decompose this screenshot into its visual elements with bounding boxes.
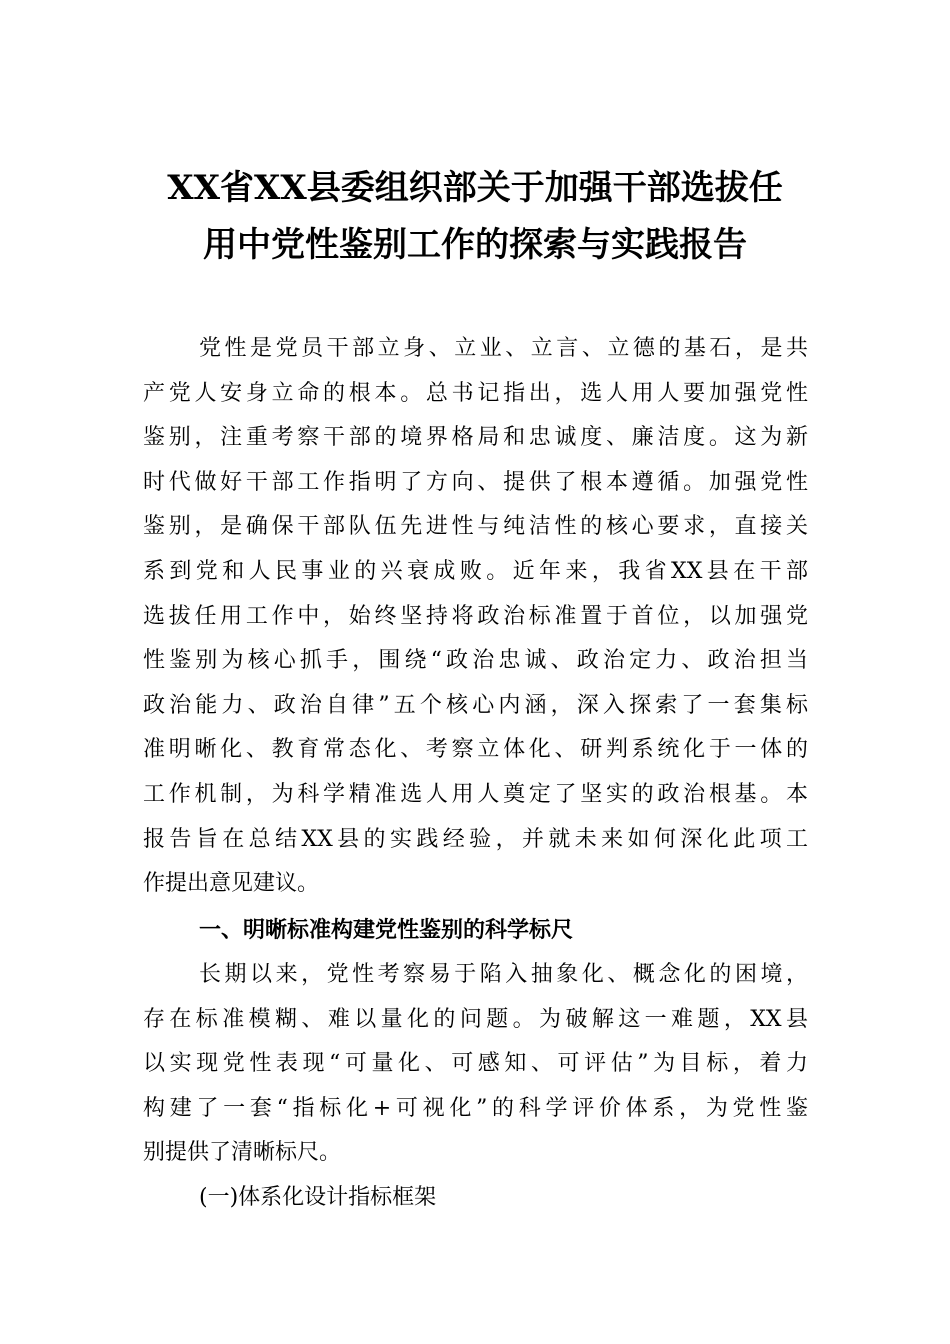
paragraph-line: 产党人安身立命的根本。总书记指出，选人用人要加强党性 — [143, 380, 808, 406]
paragraph-line: 报告旨在总结XX县的实践经验，并就未来如何深化此项工 — [143, 826, 808, 852]
subsection-heading-1 — [143, 1176, 808, 1221]
paragraph-line: 系到党和人民事业的兴衰成败。近年来，我省XX县在干部 — [143, 558, 808, 584]
paragraph-line: 别提供了清晰标尺。 — [143, 1140, 342, 1166]
paragraph-line: 选拔任用工作中，始终坚持将政治标准置于首位，以加强党 — [143, 603, 808, 629]
paragraph-line: 构建了一套“指标化+可视化”的科学评价体系，为党性鉴 — [143, 1095, 808, 1121]
paragraph-line: 党性是党员干部立身、立业、立言、立德的基石，是共 — [199, 336, 808, 361]
paragraph-line: 鉴别，注重考察干部的境界格局和忠诚度、廉洁度。这为新 — [143, 425, 808, 451]
paragraph-line: 性鉴别为核心抓手，围绕“政治忠诚、政治定力、政治担当 — [143, 648, 808, 674]
document-title-line-1: XX省XX县委组织部关于加强干部选拔任 — [167, 168, 783, 208]
paragraph-line: 存在标准模糊、难以量化的问题。为破解这一难题，XX县 — [143, 1006, 808, 1032]
subsection-heading-text: (一)体系化设计指标框架 — [199, 1185, 437, 1210]
paragraph-line: 时代做好干部工作指明了方向、提供了根本遵循。加强党性 — [143, 469, 808, 495]
section-heading-1 — [143, 908, 808, 953]
paragraph-line: 准明晰化、教育常态化、考察立体化、研判系统化于一体的 — [143, 737, 808, 763]
paragraph-line: 长期以来，党性考察易于陷入抽象化、概念化的困境， — [199, 962, 808, 987]
section-heading-text: 一、明晰标准构建党性鉴别的科学标尺 — [199, 917, 574, 943]
paragraph-line: 以实现党性表现“可量化、可感知、可评估”为目标，着力 — [143, 1051, 808, 1077]
paragraph-line: 工作机制，为科学精准选人用人奠定了坚实的政治根基。本 — [143, 781, 808, 807]
document-title-line-2: 用中党性鉴别工作的探索与实践报告 — [203, 225, 747, 265]
section-1-paragraph — [143, 953, 808, 1176]
paragraph-line: 政治能力、政治自律”五个核心内涵，深入探索了一套集标 — [143, 692, 808, 718]
intro-paragraph — [143, 327, 808, 907]
paragraph-line: 作提出意见建议。 — [143, 871, 320, 897]
paragraph-line: 鉴别，是确保干部队伍先进性与纯洁性的核心要求，直接关 — [143, 514, 808, 540]
